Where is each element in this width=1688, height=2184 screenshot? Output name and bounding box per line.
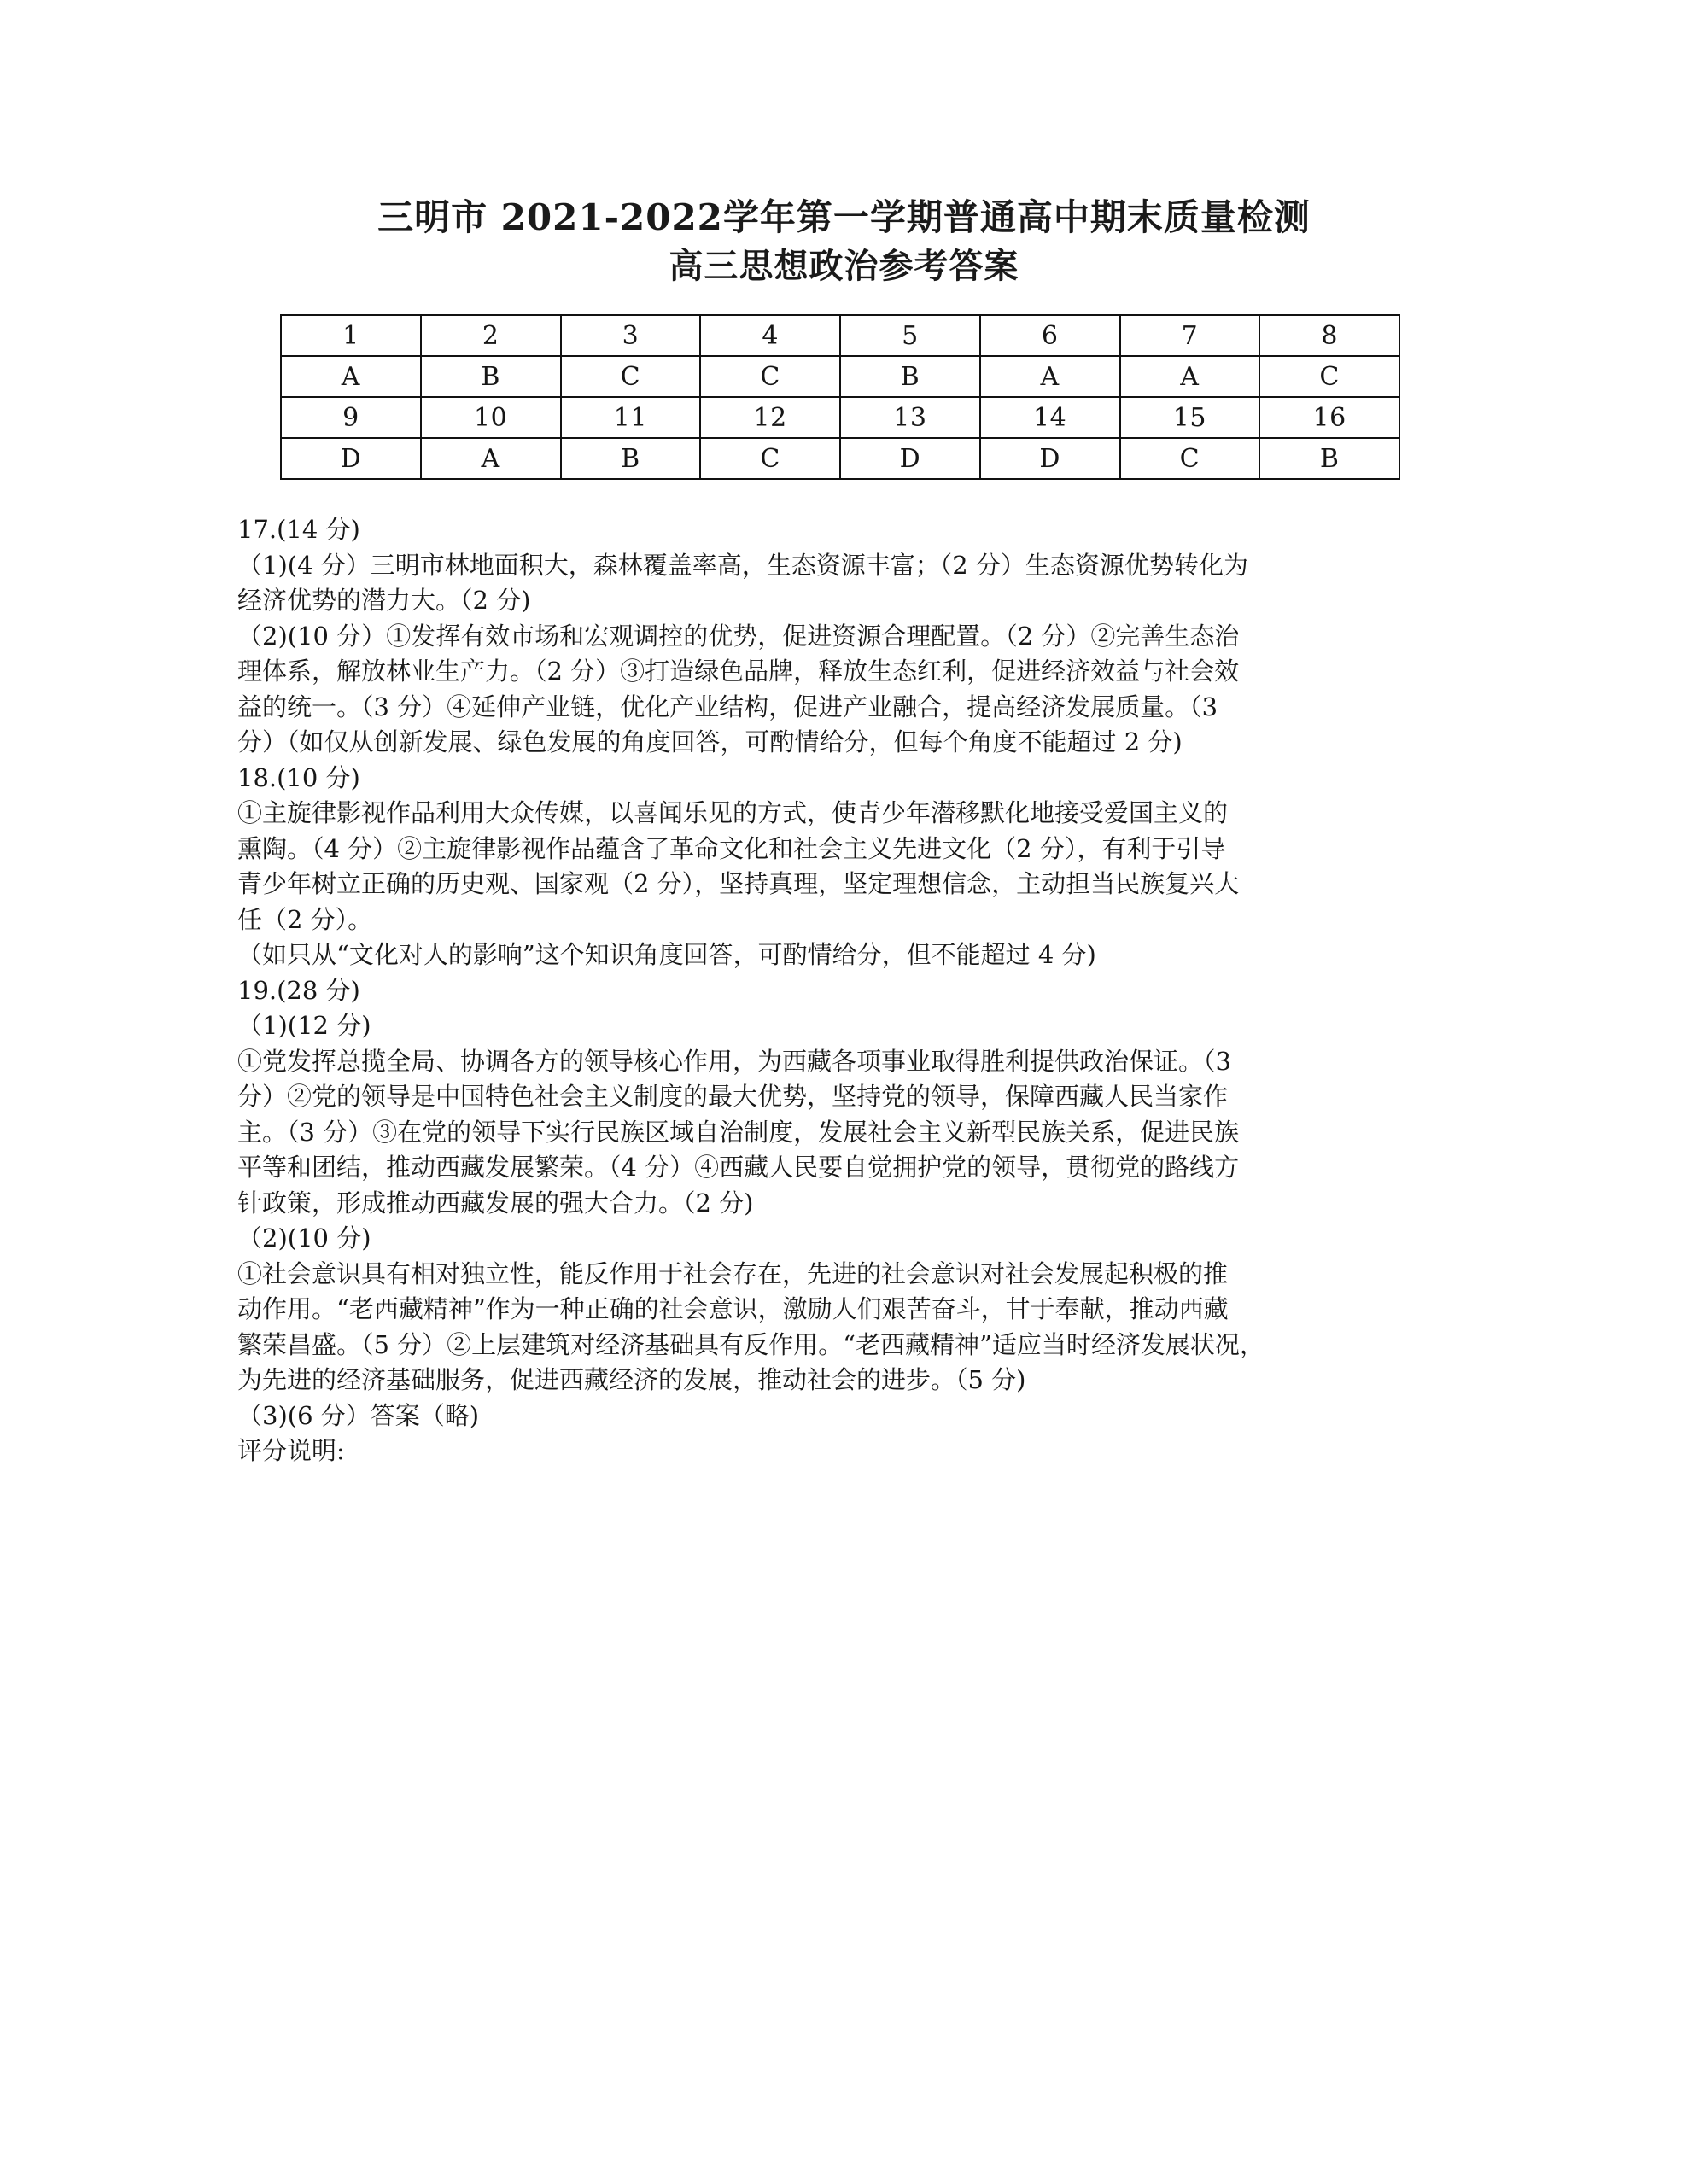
answer-text-line: 分）②党的领导是中国特色社会主义制度的最大优势，坚持党的领导，保障西藏人民当家作	[237, 1082, 1229, 1111]
answer-text-line: 19.(28 分)	[237, 975, 360, 1005]
answer-text-line: （1)(4 分）三明市林地面积大，森林覆盖率高，生态资源丰富；（2 分）生态资源优势转化为	[237, 550, 1248, 580]
question-number-cell: 2	[421, 315, 561, 356]
answer-text-line: ①主旋律影视作品利用大众传媒，以喜闻乐见的方式，使青少年潜移默化地接受爱国主义的	[237, 798, 1229, 827]
answer-text-line: 经济优势的潜力大。（2 分)	[237, 586, 531, 615]
answer-cell: C	[1120, 438, 1260, 479]
answer-text-line: （如只从“文化对人的影响”这个知识角度回答，可酌情给分，但不能超过 4 分)	[237, 940, 1096, 969]
answer-text-line: ①党发挥总揽全局、协调各方的领导核心作用，为西藏各项事业取得胜利提供政治保证。（3	[237, 1046, 1231, 1076]
table-row	[281, 397, 1399, 438]
answer-text-line: 分）（如仅从创新发展、绿色发展的角度回答，可酌情给分，但每个角度不能超过 2 分)	[237, 727, 1183, 756]
question-number-cell: 9	[281, 397, 421, 438]
answer-cell: B	[840, 356, 980, 397]
question-number-cell: 14	[980, 397, 1120, 438]
answer-cell: B	[421, 356, 561, 397]
question-number-cell: 10	[421, 397, 561, 438]
answer-cell: A	[421, 438, 561, 479]
answer-text-line: （3)(6 分）答案（略)	[237, 1400, 480, 1430]
question-number-cell: 11	[561, 397, 701, 438]
answer-cell: A	[980, 356, 1120, 397]
answer-cell: C	[700, 356, 840, 397]
title-line-subject: 高三思想政治参考答案	[669, 246, 1019, 286]
answer-cell: B	[561, 438, 701, 479]
answer-cell: C	[561, 356, 701, 397]
answer-text-line: 平等和团结，推动西藏发展繁荣。（4 分）④西藏人民要自觉拥护党的领导，贯彻党的路线方	[237, 1153, 1240, 1182]
table-row	[281, 315, 1399, 356]
answer-text-line: 为先进的经济基础服务，促进西藏经济的发展，推动社会的进步。（5 分)	[237, 1365, 1026, 1394]
answer-text-line: ①社会意识具有相对独立性，能反作用于社会存在，先进的社会意识对社会发展起积极的推	[237, 1258, 1229, 1288]
document-title	[0, 195, 1688, 289]
answer-text-line: （2)(10 分）①发挥有效市场和宏观调控的优势，促进资源合理配置。（2 分）②完善生态治	[237, 621, 1240, 651]
answer-text-line: （2)(10 分)	[237, 1223, 371, 1253]
question-number-cell: 3	[561, 315, 701, 356]
answer-text-line: 熏陶。（4 分）②主旋律影视作品蕴含了革命文化和社会主义先进文化（2 分），有利于引导	[237, 833, 1226, 863]
table-row	[281, 438, 1399, 479]
answer-cell: D	[980, 438, 1120, 479]
answer-text-line: 理体系，解放林业生产力。（2 分）③打造绿色品牌，释放生态红利，促进经济效益与社会效	[237, 657, 1240, 686]
question-number-cell: 6	[980, 315, 1120, 356]
answer-text-line: 益的统一。（3 分）④延伸产业链，优化产业结构，促进产业融合，提高经济发展质量。（3	[237, 692, 1218, 721]
question-number-cell: 13	[840, 397, 980, 438]
answer-cell: C	[700, 438, 840, 479]
answer-text-line: 17.(14 分)	[237, 515, 360, 544]
question-number-cell: 12	[700, 397, 840, 438]
question-number-cell: 4	[700, 315, 840, 356]
answer-cell: B	[1259, 438, 1399, 479]
answer-body-text	[237, 512, 1429, 1469]
answer-key-table-container	[280, 314, 1400, 480]
answer-text-line: （1)(12 分)	[237, 1011, 371, 1040]
answer-text-line: 任（2 分）。	[237, 904, 373, 934]
answer-text-line: 青少年树立正确的历史观、国家观（2 分），坚持真理，坚定理想信念，主动担当民族复兴大	[237, 869, 1240, 898]
answer-text-line: 繁荣昌盛。（5 分）②上层建筑对经济基础具有反作用。“老西藏精神”适应当时经济发展状况，	[237, 1329, 1265, 1359]
question-number-cell: 7	[1120, 315, 1260, 356]
answer-cell: C	[1259, 356, 1399, 397]
question-number-cell: 16	[1259, 397, 1399, 438]
answer-text-line: 针政策，形成推动西藏发展的强大合力。（2 分)	[237, 1188, 754, 1218]
table-row	[281, 356, 1399, 397]
answer-text-line: 动作用。“老西藏精神”作为一种正确的社会意识，激励人们艰苦奋斗，甘于奉献，推动西藏	[237, 1294, 1229, 1323]
title-line-exam: 三明市 2021-2022学年第一学期普通高中期末质量检测	[377, 196, 1311, 238]
answer-cell: D	[281, 438, 421, 479]
question-number-cell: 1	[281, 315, 421, 356]
question-number-cell: 8	[1259, 315, 1399, 356]
answer-cell: A	[1120, 356, 1260, 397]
answer-text-line: 18.(10 分)	[237, 762, 360, 792]
answer-cell: A	[281, 356, 421, 397]
question-number-cell: 5	[840, 315, 980, 356]
answer-text-line: 评分说明:	[237, 1436, 345, 1465]
answer-cell: D	[840, 438, 980, 479]
answer-key-table	[280, 314, 1400, 480]
question-number-cell: 15	[1120, 397, 1260, 438]
answer-text-line: 主。（3 分）③在党的领导下实行民族区域自治制度，发展社会主义新型民族关系，促进民族	[237, 1117, 1240, 1147]
